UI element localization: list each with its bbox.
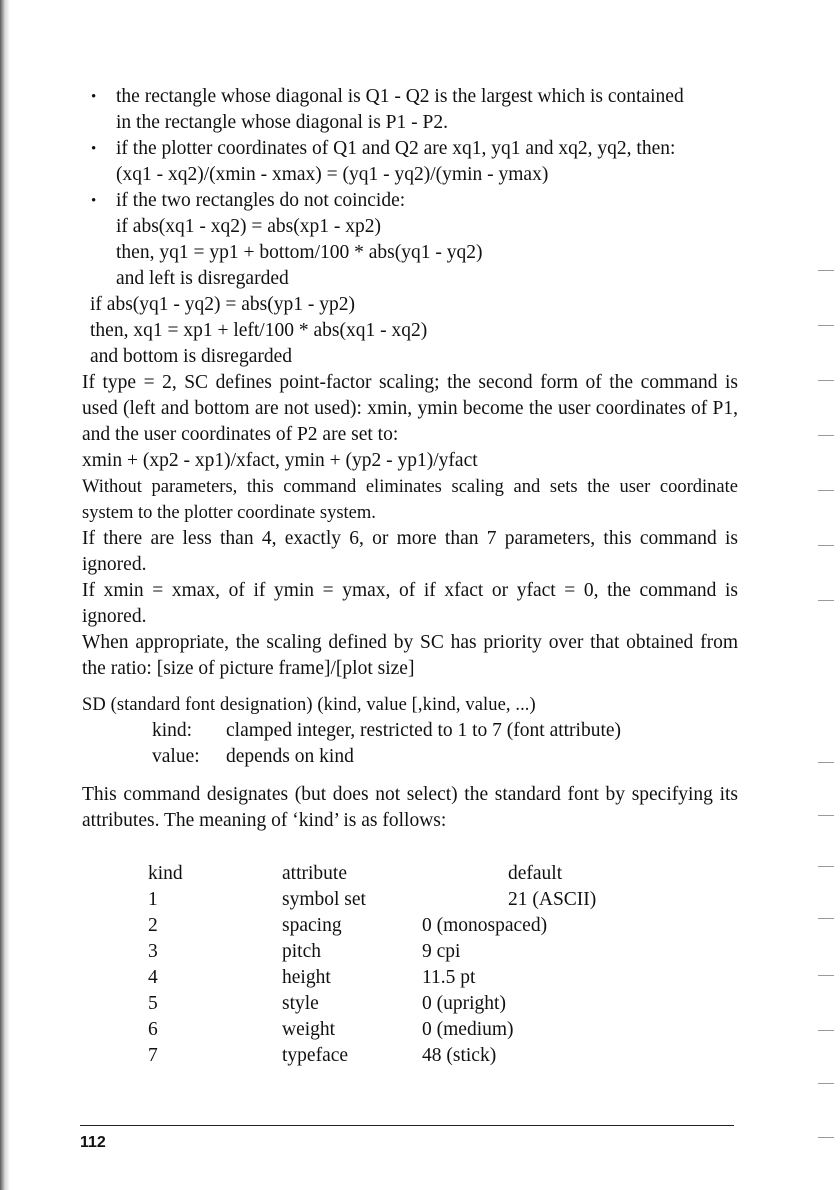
table-row: [148, 939, 708, 965]
table-cell: 4: [148, 967, 158, 988]
table-cell: 1: [148, 889, 158, 910]
text-line: if abs(xq1 - xq2) = abs(xp1 - xp2): [116, 216, 381, 237]
text-line: and bottom is disregarded: [90, 346, 292, 367]
table-cell: symbol set: [282, 889, 366, 910]
table-cell: 5: [148, 993, 158, 1014]
text-line: • if the plotter coordinates of Q1 and Q2 are xq1, yq1 and xq2, yq2, then:: [116, 138, 676, 159]
text-line: then, xq1 = xp1 + left/100 * abs(xq1 - xq2): [90, 320, 428, 341]
param-row: [82, 744, 738, 770]
text-line: if abs(yq1 - yq2) = abs(yp1 - yp2): [90, 294, 355, 315]
paragraph-zero-range: If xmin = xmax, of if ymin = ymax, of if xfact or yfact = 0, the command is ignored.: [82, 580, 738, 627]
paragraph-param-count: If there are less than 4, exactly 6, or more than 7 parameters, this command is ignored.: [82, 528, 738, 575]
table-cell: 48 (stick): [422, 1045, 497, 1066]
table-row: [148, 913, 708, 939]
else-clause: [82, 292, 738, 370]
column-header-attribute: attribute: [282, 863, 347, 884]
page-body: [82, 84, 738, 834]
table-cell: style: [282, 993, 319, 1014]
scan-edge-right: [812, 0, 840, 1190]
table-cell: 9 cpi: [422, 941, 461, 962]
table-cell: 21 (ASCII): [508, 889, 597, 910]
table-row: [148, 1017, 708, 1043]
text-line: (xq1 - xq2)/(xmin - xmax) = (yq1 - yq2)/(ymin - ymax): [116, 164, 549, 185]
table-cell: pitch: [282, 941, 321, 962]
param-desc: depends on kind: [226, 746, 354, 767]
bullet-item: [82, 136, 738, 188]
table-cell: 3: [148, 941, 158, 962]
paragraph-no-params: Without parameters, this command eliminates scaling and sets the user coordinate system to the plotter coordinate system.: [82, 477, 738, 523]
table-cell: 11.5 pt: [422, 967, 476, 988]
table-row: [148, 991, 708, 1017]
table-cell: 7: [148, 1045, 158, 1066]
bullet-item: [82, 188, 738, 292]
table-cell: spacing: [282, 915, 342, 936]
table-row: [148, 965, 708, 991]
text-line: in the rectangle whose diagonal is P1 - P2.: [116, 112, 448, 133]
column-header-default: default: [508, 863, 563, 884]
column-header-kind: kind: [148, 863, 183, 884]
table-cell: 6: [148, 1019, 158, 1040]
param-name: kind:: [152, 720, 193, 741]
table-cell: 0 (medium): [422, 1019, 514, 1040]
table-row: [148, 1043, 708, 1069]
formula-line: xmin + (xp2 - xp1)/xfact, ymin + (yp2 - yp1)/yfact: [82, 450, 478, 471]
paragraph-priority: When appropriate, the scaling defined by SC has priority over that obtained from the ratio: [size of picture frame]/[plot size]: [82, 632, 738, 679]
text-line: • the rectangle whose diagonal is Q1 - Q2 is the largest which is contained: [116, 86, 684, 107]
table-row: [148, 887, 708, 913]
footer-rule: [80, 1125, 734, 1126]
param-name: value:: [152, 746, 200, 767]
text-line: then, yq1 = yp1 + bottom/100 * abs(yq1 - yq2): [116, 242, 483, 263]
text-line: • if the two rectangles do not coincide:: [116, 190, 406, 211]
command-description: This command designates (but does not select) the standard font by specifying its attributes. The meaning of ‘kind’ is as follows:: [82, 784, 738, 831]
page-number: 112: [80, 1134, 106, 1151]
scan-edge-left: [0, 0, 10, 1190]
attribute-table: [148, 861, 708, 1069]
text-line: and left is disregarded: [116, 268, 289, 289]
table-cell: 0 (upright): [422, 993, 506, 1014]
param-desc: clamped integer, restricted to 1 to 7 (font attribute): [226, 720, 622, 741]
command-heading: SD (standard font designation) (kind, value [,kind, value, ...): [82, 695, 536, 715]
table-cell: height: [282, 967, 331, 988]
table-header-row: [148, 861, 708, 887]
table-cell: weight: [282, 1019, 336, 1040]
bullet-item: [82, 84, 738, 136]
paragraph-type2: If type = 2, SC defines point-factor scaling; the second form of the command is used (left and bottom are not used): xmin, ymin become the user coordinates of P1, and the user coordinates of P2 are set to:: [82, 372, 738, 445]
param-row: [82, 718, 738, 744]
table-cell: 2: [148, 915, 158, 936]
table-cell: 0 (monospaced): [422, 915, 548, 936]
table-cell: typeface: [282, 1045, 349, 1066]
